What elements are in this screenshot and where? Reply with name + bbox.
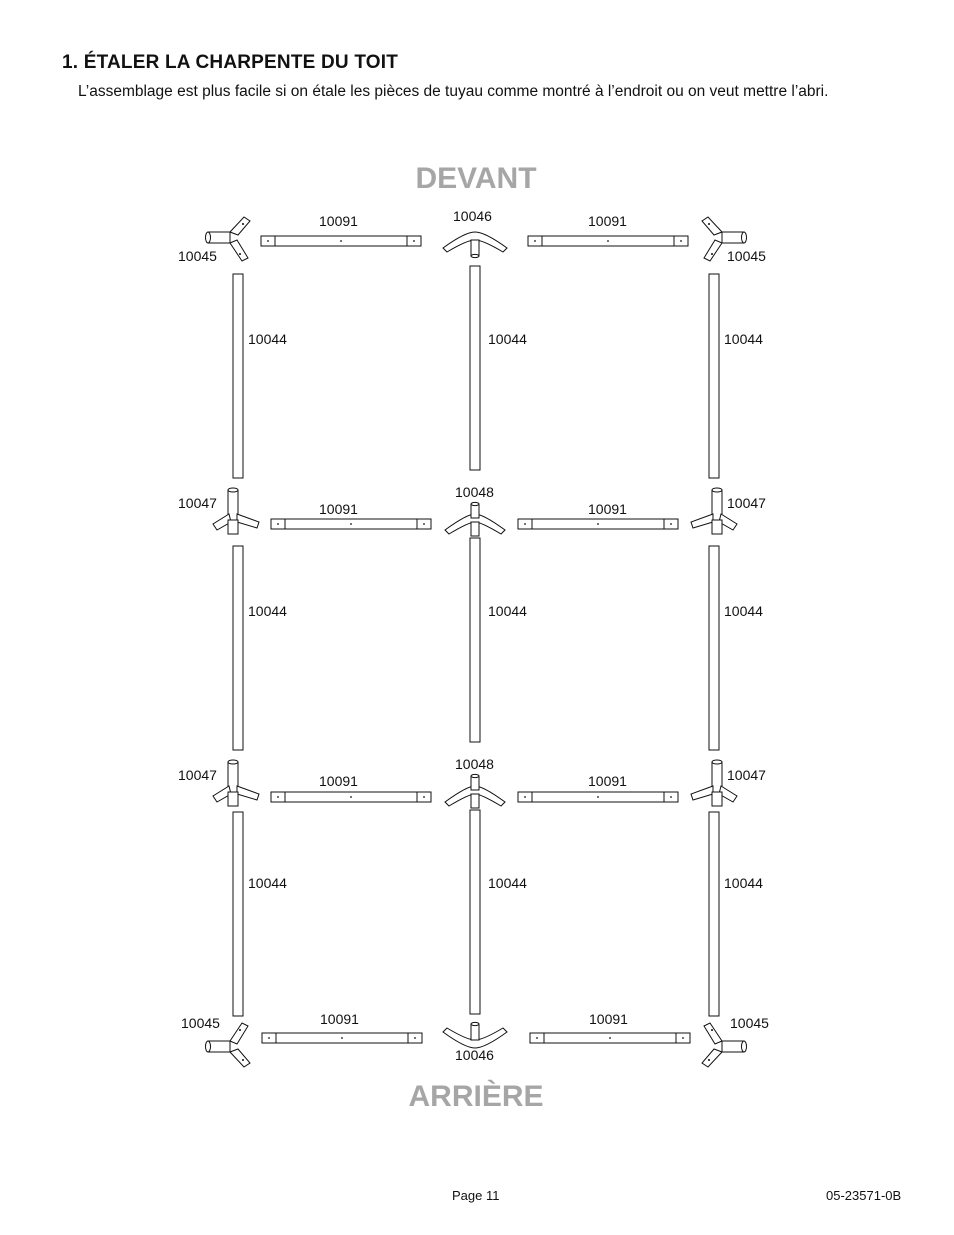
leg [233,546,243,750]
center-tee [443,232,507,258]
part-label: 10045 [727,248,766,264]
part-label: 10044 [724,875,763,891]
part-label: 10047 [178,767,217,783]
leg [470,810,480,1014]
leg [709,274,719,478]
page-number: Page 11 [452,1188,500,1203]
rafter [530,1033,690,1043]
part-label: 10046 [453,208,492,224]
instruction-text: L’assemblage est plus facile si on étale les pièces de tuyau comme montré à l’endroit ou on veut mettre l’abri. [78,83,829,100]
part-label: 10044 [488,603,527,619]
part-label: 10044 [248,875,287,891]
part-label: 10044 [488,331,527,347]
front-label: DEVANT [415,162,537,195]
part-label: 10048 [455,756,494,772]
part-label: 10091 [319,501,358,517]
part-label: 10044 [248,331,287,347]
leg [233,812,243,1016]
part-label: 10044 [488,875,527,891]
back-label: ARRIÈRE [408,1080,544,1113]
part-label: 10047 [727,767,766,783]
leg [470,266,480,470]
section-title: 1. ÉTALER LA CHARPENTE DU TOIT [62,52,399,73]
document-number: 05-23571-0B [826,1188,902,1203]
side-tee [213,488,259,534]
part-label: 10046 [455,1047,494,1063]
legs [233,266,719,1016]
part-label: 10091 [319,213,358,229]
part-label: 10045 [181,1015,220,1031]
leg [709,812,719,1016]
part-label: 10044 [724,603,763,619]
rafter [262,1033,422,1043]
part-label: 10091 [588,213,627,229]
rafter [518,519,678,529]
rafter [271,792,431,802]
part-label: 10047 [178,495,217,511]
center-tee [443,1022,507,1048]
part-label: 10091 [320,1011,359,1027]
rafter [271,519,431,529]
rafter [518,792,678,802]
part-label: 10045 [178,248,217,264]
center-cross [445,774,505,808]
part-label: 10091 [319,773,358,789]
part-label: 10091 [588,501,627,517]
rafter [528,236,688,246]
part-label: 10091 [589,1011,628,1027]
part-label: 10047 [727,495,766,511]
part-label: 10044 [248,603,287,619]
center-cross [445,502,505,536]
leg [709,546,719,750]
part-label: 10044 [724,331,763,347]
leg [470,538,480,742]
rafter [261,236,421,246]
part-label: 10045 [730,1015,769,1031]
part-label: 10048 [455,484,494,500]
leg [233,274,243,478]
part-label: 10091 [588,773,627,789]
side-tee [213,760,259,806]
